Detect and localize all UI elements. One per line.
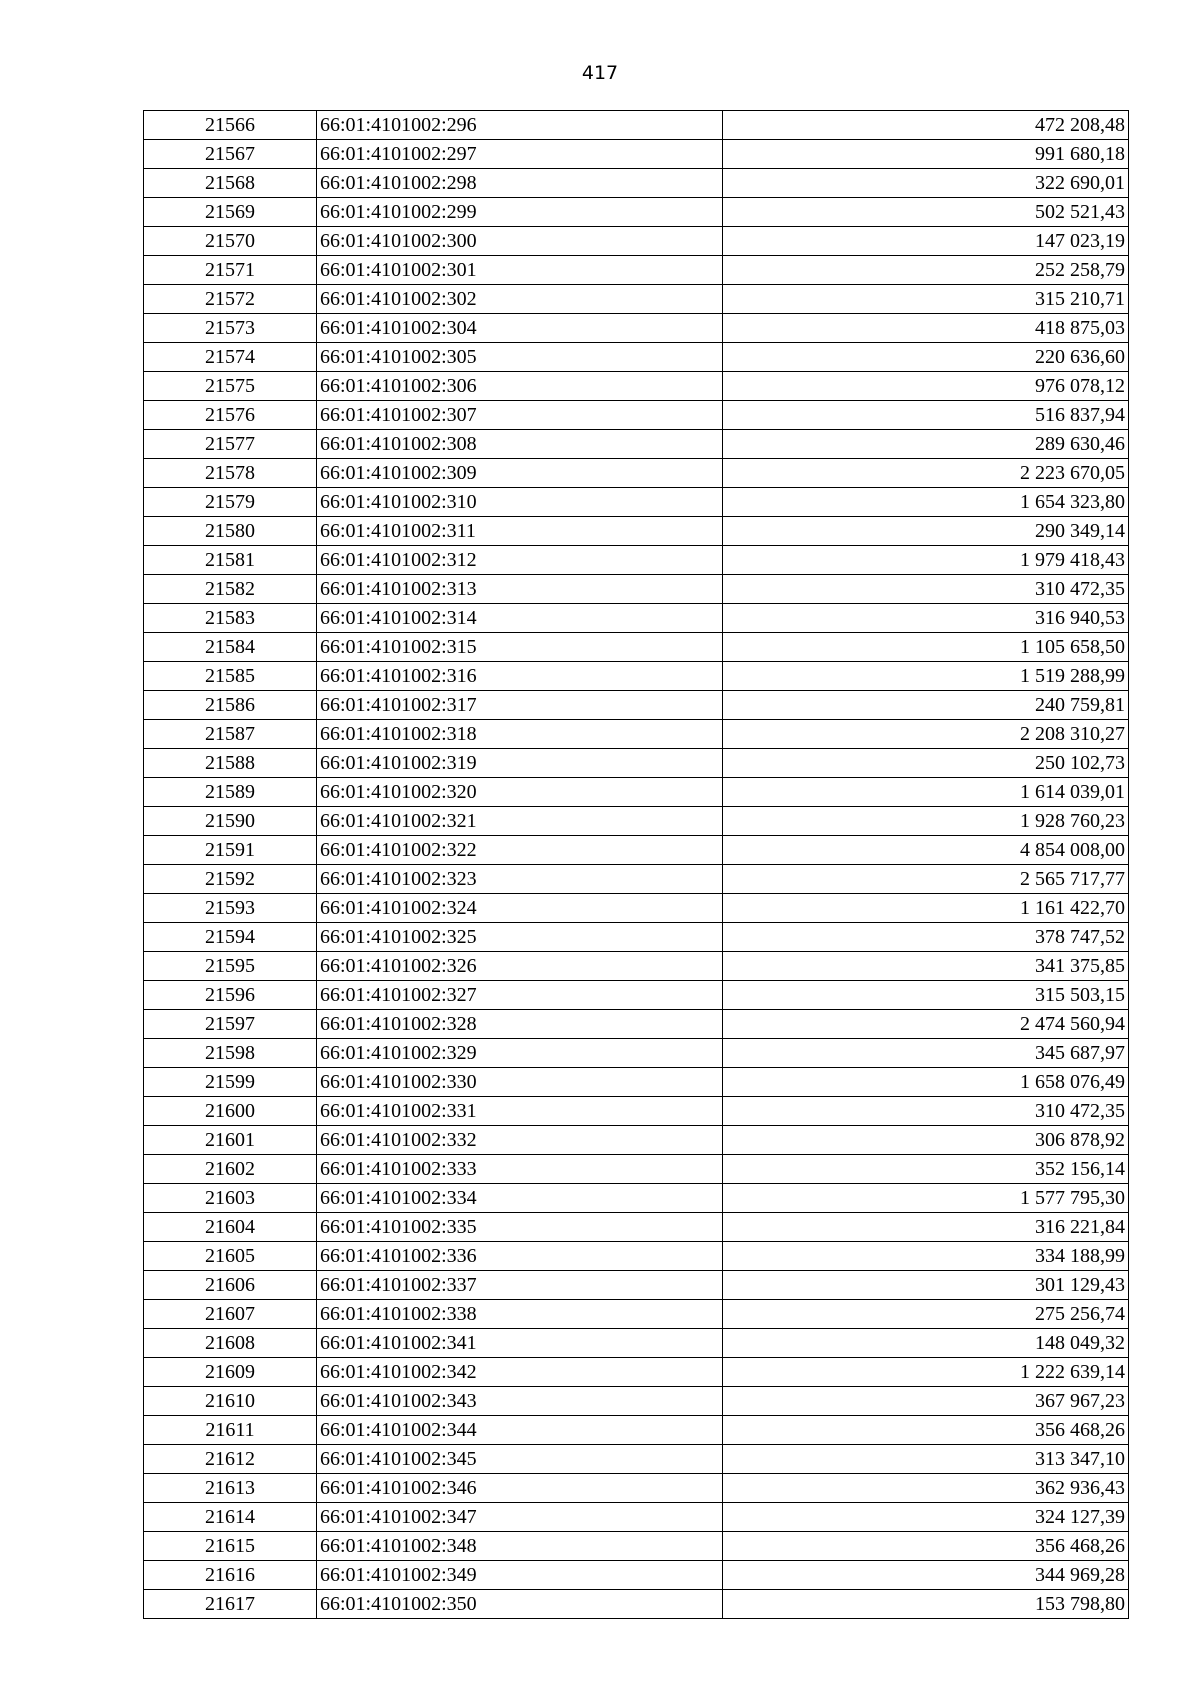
row-number-cell: 21616 [144,1561,317,1590]
table-row [144,285,1129,314]
table-row [144,1503,1129,1532]
cadastral-value-cell: 290 349,14 [723,517,1129,546]
cadastral-number-cell: 66:01:4101002:333 [317,1155,723,1184]
page-number: 417 [581,62,619,84]
row-number-cell: 21609 [144,1358,317,1387]
cadastral-value-cell: 334 188,99 [723,1242,1129,1271]
cadastral-value-cell: 378 747,52 [723,923,1129,952]
cadastral-number-cell: 66:01:4101002:304 [317,314,723,343]
table-row [144,1010,1129,1039]
cadastral-value-cell: 516 837,94 [723,401,1129,430]
cadastral-value-cell: 2 208 310,27 [723,720,1129,749]
cadastral-value-cell: 316 221,84 [723,1213,1129,1242]
cadastral-number-cell: 66:01:4101002:306 [317,372,723,401]
cadastral-number-cell: 66:01:4101002:335 [317,1213,723,1242]
cadastral-number-cell: 66:01:4101002:342 [317,1358,723,1387]
cadastral-number-cell: 66:01:4101002:345 [317,1445,723,1474]
cadastral-value-cell: 313 347,10 [723,1445,1129,1474]
cadastral-value-cell: 341 375,85 [723,952,1129,981]
row-number-cell: 21592 [144,865,317,894]
cadastral-value-cell: 991 680,18 [723,140,1129,169]
row-number-cell: 21601 [144,1126,317,1155]
cadastral-number-cell: 66:01:4101002:300 [317,227,723,256]
cadastral-number-cell: 66:01:4101002:317 [317,691,723,720]
row-number-cell: 21607 [144,1300,317,1329]
cadastral-number-cell: 66:01:4101002:328 [317,1010,723,1039]
row-number-cell: 21604 [144,1213,317,1242]
table-row [144,140,1129,169]
row-number-cell: 21573 [144,314,317,343]
cadastral-value-cell: 252 258,79 [723,256,1129,285]
table-row [144,1126,1129,1155]
cadastral-number-cell: 66:01:4101002:331 [317,1097,723,1126]
cadastral-number-cell: 66:01:4101002:310 [317,488,723,517]
cadastral-number-cell: 66:01:4101002:350 [317,1590,723,1619]
cadastral-value-cell: 418 875,03 [723,314,1129,343]
cadastral-number-cell: 66:01:4101002:332 [317,1126,723,1155]
cadastral-value-cell: 344 969,28 [723,1561,1129,1590]
table-row [144,1329,1129,1358]
cadastral-number-cell: 66:01:4101002:348 [317,1532,723,1561]
row-number-cell: 21598 [144,1039,317,1068]
cadastral-number-cell: 66:01:4101002:327 [317,981,723,1010]
cadastral-number-cell: 66:01:4101002:307 [317,401,723,430]
cadastral-value-cell: 472 208,48 [723,111,1129,140]
cadastral-number-cell: 66:01:4101002:309 [317,459,723,488]
row-number-cell: 21585 [144,662,317,691]
cadastral-number-cell: 66:01:4101002:296 [317,111,723,140]
table-row [144,778,1129,807]
cadastral-number-cell: 66:01:4101002:305 [317,343,723,372]
table-row [144,1184,1129,1213]
row-number-cell: 21589 [144,778,317,807]
cadastral-number-cell: 66:01:4101002:330 [317,1068,723,1097]
cadastral-value-cell: 1 105 658,50 [723,633,1129,662]
cadastral-number-cell: 66:01:4101002:344 [317,1416,723,1445]
table-row [144,256,1129,285]
cadastral-number-cell: 66:01:4101002:321 [317,807,723,836]
cadastral-number-cell: 66:01:4101002:301 [317,256,723,285]
cadastral-value-cell: 306 878,92 [723,1126,1129,1155]
cadastral-value-cell: 2 565 717,77 [723,865,1129,894]
table-row [144,1242,1129,1271]
row-number-cell: 21617 [144,1590,317,1619]
row-number-cell: 21580 [144,517,317,546]
cadastral-number-cell: 66:01:4101002:322 [317,836,723,865]
cadastral-number-cell: 66:01:4101002:316 [317,662,723,691]
table-row [144,1213,1129,1242]
cadastral-number-cell: 66:01:4101002:318 [317,720,723,749]
cadastral-number-cell: 66:01:4101002:349 [317,1561,723,1590]
row-number-cell: 21602 [144,1155,317,1184]
row-number-cell: 21610 [144,1387,317,1416]
cadastral-number-cell: 66:01:4101002:324 [317,894,723,923]
cadastral-number-cell: 66:01:4101002:312 [317,546,723,575]
cadastral-value-cell: 502 521,43 [723,198,1129,227]
table-row [144,952,1129,981]
cadastral-number-cell: 66:01:4101002:336 [317,1242,723,1271]
table-row [144,1416,1129,1445]
table-row [144,372,1129,401]
cadastral-value-cell: 250 102,73 [723,749,1129,778]
table-row [144,720,1129,749]
table-row [144,546,1129,575]
row-number-cell: 21611 [144,1416,317,1445]
cadastral-value-cell: 2 223 670,05 [723,459,1129,488]
row-number-cell: 21572 [144,285,317,314]
row-number-cell: 21599 [144,1068,317,1097]
row-number-cell: 21579 [144,488,317,517]
cadastral-number-cell: 66:01:4101002:320 [317,778,723,807]
cadastral-value-cell: 362 936,43 [723,1474,1129,1503]
table-row [144,1300,1129,1329]
row-number-cell: 21575 [144,372,317,401]
table-row [144,865,1129,894]
table-row [144,1387,1129,1416]
cadastral-number-cell: 66:01:4101002:298 [317,169,723,198]
table-row [144,1532,1129,1561]
row-number-cell: 21595 [144,952,317,981]
row-number-cell: 21606 [144,1271,317,1300]
row-number-cell: 21567 [144,140,317,169]
table-row [144,894,1129,923]
table-row [144,807,1129,836]
table-row [144,923,1129,952]
cadastral-value-cell: 322 690,01 [723,169,1129,198]
table-row [144,836,1129,865]
table-row [144,1271,1129,1300]
table-row [144,1590,1129,1619]
table-row [144,314,1129,343]
row-number-cell: 21590 [144,807,317,836]
table-row [144,1474,1129,1503]
cadastral-number-cell: 66:01:4101002:325 [317,923,723,952]
row-number-cell: 21613 [144,1474,317,1503]
cadastral-value-cell: 1 979 418,43 [723,546,1129,575]
cadastral-number-cell: 66:01:4101002:315 [317,633,723,662]
row-number-cell: 21587 [144,720,317,749]
cadastral-value-cell: 1 654 323,80 [723,488,1129,517]
cadastral-value-cell: 148 049,32 [723,1329,1129,1358]
table-row [144,1358,1129,1387]
table-row [144,227,1129,256]
cadastral-value-cell: 153 798,80 [723,1590,1129,1619]
table-row [144,1155,1129,1184]
cadastral-number-cell: 66:01:4101002:313 [317,575,723,604]
cadastral-value-cell: 316 940,53 [723,604,1129,633]
cadastral-value-cell: 1 577 795,30 [723,1184,1129,1213]
row-number-cell: 21600 [144,1097,317,1126]
row-number-cell: 21577 [144,430,317,459]
row-number-cell: 21566 [144,111,317,140]
row-number-cell: 21571 [144,256,317,285]
row-number-cell: 21596 [144,981,317,1010]
table-row [144,1561,1129,1590]
cadastral-number-cell: 66:01:4101002:338 [317,1300,723,1329]
cadastral-value-cell: 147 023,19 [723,227,1129,256]
cadastral-number-cell: 66:01:4101002:346 [317,1474,723,1503]
cadastral-number-cell: 66:01:4101002:341 [317,1329,723,1358]
table-row [144,1097,1129,1126]
table-row [144,343,1129,372]
table-row [144,1068,1129,1097]
table-row [144,604,1129,633]
table-row [144,488,1129,517]
cadastral-value-cell: 220 636,60 [723,343,1129,372]
cadastral-value-cell: 352 156,14 [723,1155,1129,1184]
cadastral-number-cell: 66:01:4101002:329 [317,1039,723,1068]
cadastral-value-table [143,110,1129,1619]
table-row [144,169,1129,198]
cadastral-value-cell: 1 614 039,01 [723,778,1129,807]
row-number-cell: 21569 [144,198,317,227]
cadastral-value-cell: 240 759,81 [723,691,1129,720]
cadastral-value-cell: 4 854 008,00 [723,836,1129,865]
cadastral-value-cell: 310 472,35 [723,575,1129,604]
table-row [144,662,1129,691]
cadastral-value-cell: 289 630,46 [723,430,1129,459]
table-row [144,1039,1129,1068]
row-number-cell: 21581 [144,546,317,575]
row-number-cell: 21586 [144,691,317,720]
row-number-cell: 21583 [144,604,317,633]
cadastral-value-cell: 315 503,15 [723,981,1129,1010]
table-row [144,749,1129,778]
cadastral-number-cell: 66:01:4101002:319 [317,749,723,778]
cadastral-number-cell: 66:01:4101002:297 [317,140,723,169]
row-number-cell: 21614 [144,1503,317,1532]
cadastral-value-cell: 1 658 076,49 [723,1068,1129,1097]
cadastral-number-cell: 66:01:4101002:299 [317,198,723,227]
cadastral-value-cell: 1 222 639,14 [723,1358,1129,1387]
cadastral-value-cell: 324 127,39 [723,1503,1129,1532]
cadastral-value-cell: 301 129,43 [723,1271,1129,1300]
table-row [144,633,1129,662]
cadastral-number-cell: 66:01:4101002:308 [317,430,723,459]
cadastral-value-cell: 976 078,12 [723,372,1129,401]
table-body [144,111,1129,1619]
table-row [144,401,1129,430]
table-row [144,981,1129,1010]
row-number-cell: 21578 [144,459,317,488]
row-number-cell: 21612 [144,1445,317,1474]
table-row [144,691,1129,720]
row-number-cell: 21584 [144,633,317,662]
row-number-cell: 21608 [144,1329,317,1358]
cadastral-number-cell: 66:01:4101002:334 [317,1184,723,1213]
cadastral-number-cell: 66:01:4101002:314 [317,604,723,633]
row-number-cell: 21574 [144,343,317,372]
cadastral-number-cell: 66:01:4101002:337 [317,1271,723,1300]
cadastral-value-cell: 1 928 760,23 [723,807,1129,836]
row-number-cell: 21591 [144,836,317,865]
cadastral-value-cell: 315 210,71 [723,285,1129,314]
cadastral-value-cell: 2 474 560,94 [723,1010,1129,1039]
cadastral-value-cell: 367 967,23 [723,1387,1129,1416]
cadastral-number-cell: 66:01:4101002:343 [317,1387,723,1416]
row-number-cell: 21605 [144,1242,317,1271]
cadastral-number-cell: 66:01:4101002:347 [317,1503,723,1532]
cadastral-number-cell: 66:01:4101002:311 [317,517,723,546]
cadastral-number-cell: 66:01:4101002:326 [317,952,723,981]
cadastral-value-cell: 1 519 288,99 [723,662,1129,691]
row-number-cell: 21568 [144,169,317,198]
row-number-cell: 21603 [144,1184,317,1213]
cadastral-value-cell: 1 161 422,70 [723,894,1129,923]
table-row [144,1445,1129,1474]
cadastral-value-cell: 356 468,26 [723,1416,1129,1445]
row-number-cell: 21582 [144,575,317,604]
cadastral-value-cell: 275 256,74 [723,1300,1129,1329]
table-row [144,430,1129,459]
row-number-cell: 21588 [144,749,317,778]
row-number-cell: 21594 [144,923,317,952]
table-row [144,459,1129,488]
table-row [144,517,1129,546]
table-row [144,198,1129,227]
row-number-cell: 21615 [144,1532,317,1561]
row-number-cell: 21593 [144,894,317,923]
row-number-cell: 21597 [144,1010,317,1039]
row-number-cell: 21570 [144,227,317,256]
cadastral-value-cell: 310 472,35 [723,1097,1129,1126]
table-row [144,111,1129,140]
cadastral-number-cell: 66:01:4101002:302 [317,285,723,314]
cadastral-value-cell: 356 468,26 [723,1532,1129,1561]
cadastral-value-cell: 345 687,97 [723,1039,1129,1068]
table-row [144,575,1129,604]
cadastral-number-cell: 66:01:4101002:323 [317,865,723,894]
row-number-cell: 21576 [144,401,317,430]
